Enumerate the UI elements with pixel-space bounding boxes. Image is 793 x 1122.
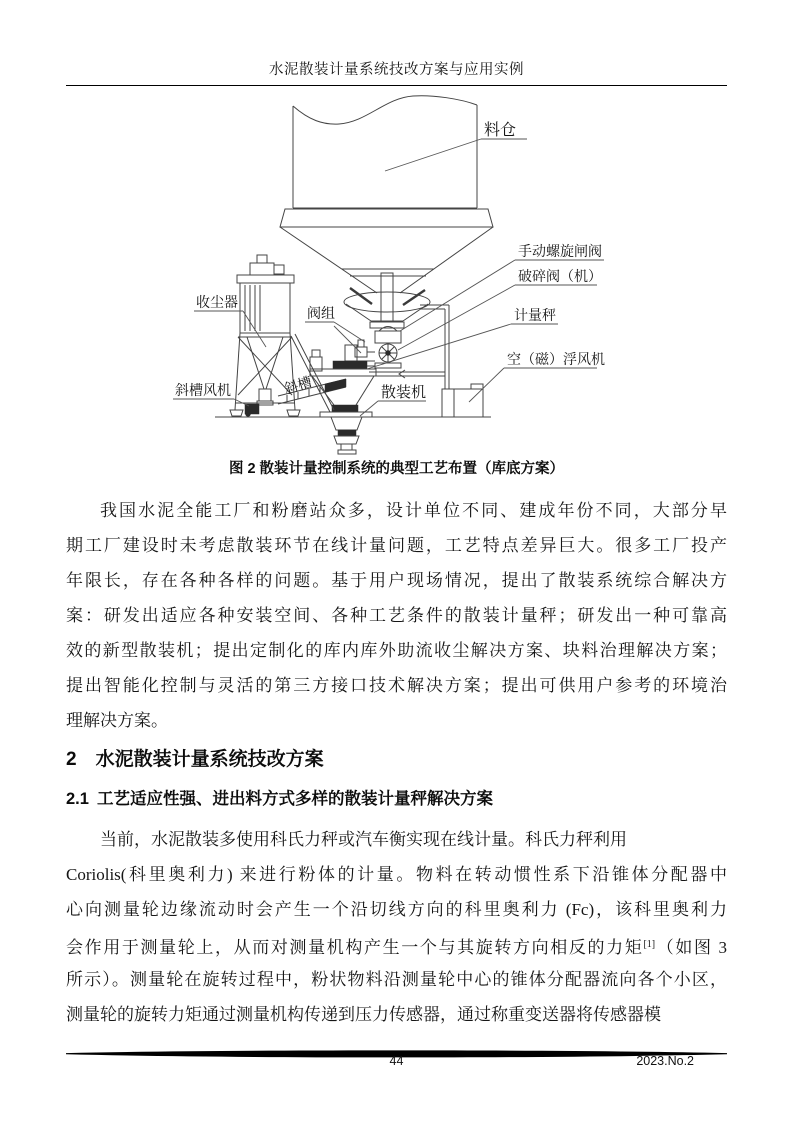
silo-shape <box>280 96 493 293</box>
text-line: 我国水泥全能工厂和粉磨站众多，设计单位不同、建成年份不同，大部分早 <box>100 501 727 520</box>
text-line-with-citation <box>66 927 727 962</box>
text-line: 提出智能化控制与灵活的第三方接口技术解决方案；提出可供用户参考的环境治 <box>66 676 727 695</box>
text-line: 测量轮的旋转力矩通过测量机构传递到压力传感器，通过称重变送器将传感器模 <box>66 1005 661 1024</box>
text-line: 当前，水泥散装多使用科氏力秤或汽车衡实现在线计量。科氏力秤利用 <box>100 830 627 849</box>
text-line: 年限长，存在各种各样的问题。基于用户现场情况，提出了散装系统综合解决方 <box>66 571 727 590</box>
label-silo: 料仓 <box>484 122 517 139</box>
figure-2-diagram <box>66 95 727 459</box>
section-heading-2-1 <box>66 787 727 812</box>
text-line: 心向测量轮边缘流动时会产生一个沿切线方向的科里奥利力 (Fc)，该科里奥利力 <box>66 900 727 919</box>
label-valve-group: 阀组 <box>307 307 335 322</box>
label-metering-scale: 计量秤 <box>514 309 556 324</box>
chute-shape <box>278 334 346 412</box>
label-chute: 斜槽 <box>282 375 314 398</box>
section-number: 2 <box>66 749 77 770</box>
footer-rule <box>66 1045 727 1053</box>
silo-outlet-spreader <box>344 273 430 321</box>
section-heading-2 <box>66 745 727 775</box>
issue-number: 2023.No.2 <box>636 1054 694 1068</box>
page-content <box>66 0 727 1032</box>
text-line: 所示）。测量轮在旋转过程中，粉状物料沿测量轮中心的锥体分配器流向各个小区， <box>66 970 727 989</box>
citation-superscript: [1] <box>643 939 656 950</box>
text-line: 效的新型散装机；提出定制化的库内库外助流收尘解决方案、块料治理解决方案； <box>66 641 727 660</box>
text-line: 案：研发出适应各种安装空间、各种工艺条件的散装计量秤；研发出一种可靠高 <box>66 606 727 625</box>
text-line: 理解决方案。 <box>66 711 168 730</box>
label-air-magnetic-float-fan: 空（磁）浮风机 <box>507 353 605 368</box>
line-text: （如图 3 <box>655 938 728 957</box>
running-head-title: 水泥散装计量系统技改方案与应用实例 <box>269 62 524 78</box>
text-line: 期工厂建设时未考虑散装环节在线计量问题，工艺特点差异巨大。很多工厂投产 <box>66 536 727 555</box>
label-bulk-loader: 散装机 <box>381 385 427 401</box>
label-dust-collector: 收尘器 <box>196 296 238 311</box>
paragraph-2 <box>66 822 727 1032</box>
process-diagram-svg <box>67 95 727 459</box>
subsection-number: 2.1 <box>66 790 89 808</box>
page-footer <box>66 1054 727 1074</box>
bulk-loader-shape <box>331 417 362 454</box>
label-crusher-valve: 破碎阀（机） <box>518 270 602 285</box>
text-line: Coriolis(科里奥利力) 来进行粉体的计量。物料在转动惯性系下沿锥体分配器中 <box>66 865 727 884</box>
header-rule <box>66 85 727 86</box>
label-chute-fan: 斜槽风机 <box>175 384 231 399</box>
subsection-title: 工艺适应性强、进出料方式多样的散装计量秤解决方案 <box>96 790 493 808</box>
page-number: 44 <box>389 1054 404 1068</box>
figure-caption: 图 2 散装计量控制系统的典型工艺布置（库底方案） <box>228 461 565 477</box>
paragraph-1 <box>66 493 727 738</box>
section-title: 水泥散装计量系统技改方案 <box>95 749 324 770</box>
line-text: 会作用于测量轮上，从而对测量机构产生一个与其旋转方向相反的力矩 <box>66 938 644 957</box>
label-manual-screw-gate-valve: 手动螺旋闸阀 <box>518 245 602 260</box>
